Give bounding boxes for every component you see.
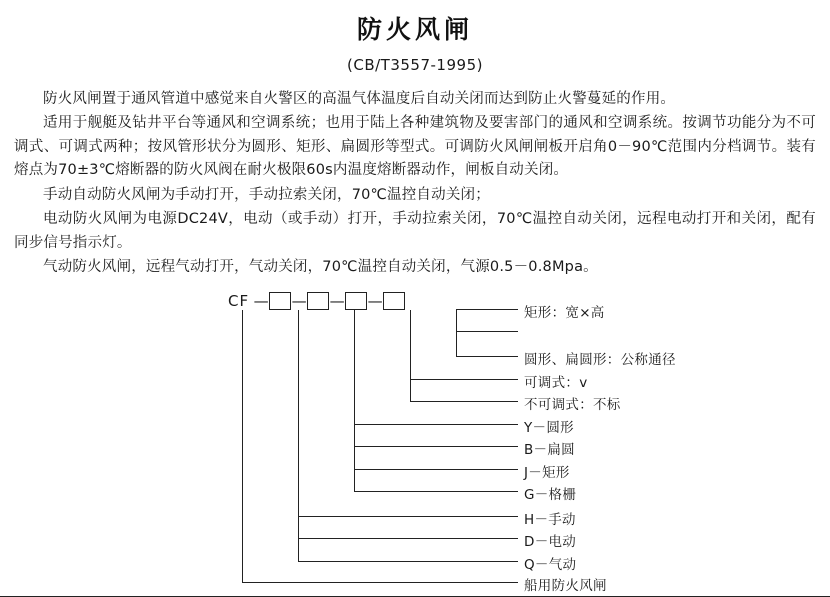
leader-run-legend-10 — [298, 538, 518, 539]
legend-item-10: D－电动 — [524, 533, 577, 550]
code-separator-4: — — [367, 291, 383, 310]
code-separator-2: — — [291, 291, 307, 310]
leader-run-legend-7 — [354, 469, 518, 470]
model-code-diagram — [0, 290, 830, 594]
legend-item-3: 可调式：v — [524, 374, 588, 391]
legend-item-11: Q－气动 — [524, 556, 577, 573]
leader-line-box3 — [410, 310, 411, 402]
leader-run-legend-6 — [354, 446, 518, 447]
leader-run-legend-11 — [298, 561, 518, 562]
legend-item-12: 船用防火风闸 — [524, 577, 607, 594]
page-title: 防火风闸 — [356, 15, 473, 44]
leader-run-legend-8 — [354, 491, 518, 492]
legend-item-9: H－手动 — [524, 511, 576, 528]
paragraph-1: 防火风闸置于通风管道中感觉来自火警区的高温气体温度后自动关闭而达到防止火警蔓延的作用。 — [43, 91, 676, 107]
code-separator-1: — — [253, 291, 269, 310]
code-box-4 — [383, 292, 405, 310]
leader-line-prefix — [242, 310, 243, 582]
leader-run-legend-3 — [410, 379, 518, 380]
paragraph-2: 适用于舰艇及钻井平台等通风和空调系统；也用于陆上各种建筑物及要害部门的通风和空调系统。按调节功能分为不可调式、可调式两种；按风管形状分为圆形、矩形、扁圆形等型式。可调防火风闸闸板开启角0－90℃范围内分档调节。装有熔点为70±3℃熔断器的防火风阀在耐火极限60s内温度熔断器动作，闸板自动关闭。 — [14, 115, 816, 179]
legend-item-1: 矩形：宽×高 — [524, 304, 605, 321]
legend-item-4: 不可调式：不标 — [524, 396, 621, 413]
legend-item-6: B－扁圆 — [524, 441, 575, 458]
document-page — [0, 10, 830, 597]
leader-run-legend-12 — [242, 582, 518, 583]
legend-item-5: Y－圆形 — [524, 419, 574, 436]
code-box-2 — [307, 292, 329, 310]
leader-run-legend-5 — [354, 424, 518, 425]
code-separator-3: — — [329, 291, 345, 310]
code-box-3 — [345, 292, 367, 310]
leader-run-legend-2b — [456, 356, 518, 357]
body-text — [0, 88, 830, 280]
code-prefix: CF — [228, 291, 250, 310]
leader-run-legend-4 — [410, 401, 518, 402]
legend-item-2: 圆形、扁圆形：公称通径 — [524, 351, 676, 368]
leader-line-box1 — [298, 310, 299, 562]
leader-run-legend-1 — [456, 309, 518, 310]
leader-run-legend-9 — [298, 516, 518, 517]
leader-line-box2-ext — [354, 470, 355, 492]
legend-item-8: G－格栅 — [524, 486, 577, 503]
standard-code: (CB/T3557-1995) — [347, 56, 483, 74]
code-box-1 — [269, 292, 291, 310]
paragraph-5: 气动防火风闸，远程气动打开，气动关闭，70℃温控自动关闭，气源0.5－0.8Mpa。 — [43, 259, 598, 276]
leader-line-box4 — [456, 310, 457, 357]
paragraph-3: 手动自动防火风闸为手动打开，手动拉索关闭，70℃温控自动关闭； — [43, 186, 490, 203]
legend-item-7: J－矩形 — [524, 464, 570, 481]
model-code-row — [228, 292, 405, 310]
leader-run-legend-2 — [456, 331, 518, 332]
paragraph-4: 电动防火风闸为电源DC24V，电动（或手动）打开，手动拉索关闭，70℃温控自动关闭，远程电动打开和关闭，配有同步信号指示灯。 — [14, 211, 816, 251]
